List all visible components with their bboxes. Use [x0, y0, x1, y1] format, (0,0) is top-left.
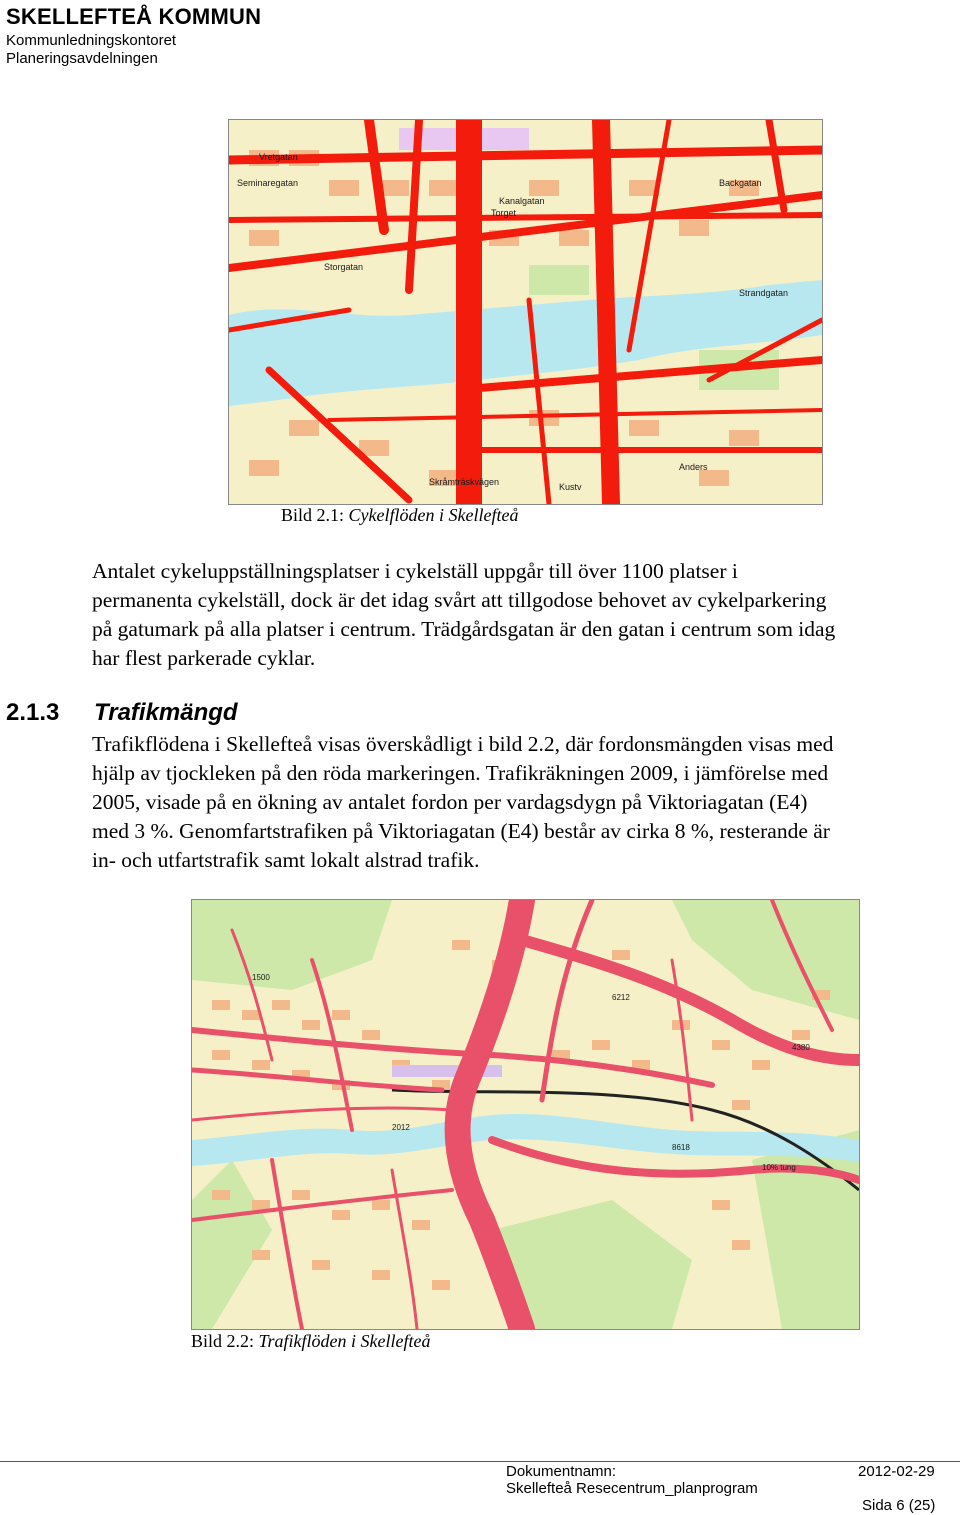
paragraph-bicycle-parking — [92, 557, 835, 673]
map2-label-count-d: 8618 — [672, 1143, 690, 1152]
traffic-flow-map-graphic — [192, 900, 859, 1329]
footer-doc-label: Dokumentnamn: — [506, 1463, 617, 1480]
paragraph-line: med 3 %. Genomfartstrafiken på Viktoriagatan (E4) består av cirka 8 %, resterande är — [92, 819, 830, 843]
map2-label-count-b: 6212 — [612, 993, 630, 1002]
traffic-flow-map — [191, 899, 860, 1330]
map1-label-kustvagen: Kustv — [559, 482, 582, 492]
map1-label-torget: Torget — [491, 208, 517, 218]
paragraph-line: in- och utfartstrafik samt lokalt alstrad trafik. — [92, 848, 480, 872]
map1-label-skramtraskvagen: Skråmträskvägen — [429, 477, 500, 487]
map1-label-seminaregatan: Seminaregatan — [237, 178, 299, 188]
section-heading — [6, 699, 238, 727]
paragraph-traffic-volume — [92, 730, 833, 875]
figure2-caption — [191, 1331, 430, 1352]
paragraph-line: har flest parkerade cyklar. — [92, 646, 316, 670]
footer-doc-name: Skellefteå Resecentrum_planprogram — [506, 1480, 758, 1497]
map1-label-vretgatan: Vretgatan — [259, 152, 298, 162]
footer-divider — [0, 1461, 960, 1462]
header-office: Kommunledningskontoret — [6, 32, 177, 49]
map2-label-count-f: 2012 — [392, 1123, 410, 1132]
footer-date: 2012-02-29 — [858, 1463, 935, 1480]
map1-label-storgatan: Storgatan — [324, 262, 364, 272]
paragraph-line: Trafikflödena i Skellefteå visas överskådligt i bild 2.2, där fordonsmängden visas med — [92, 732, 834, 756]
header-department: Planeringsavdelningen — [6, 50, 158, 67]
paragraph-line: permanenta cykelställ, dock är det idag svårt att tillgodose behovet av cykelparkering — [92, 588, 827, 612]
figure1-caption — [281, 505, 518, 526]
map1-label-kanalgatan: Kanalgatan — [499, 196, 545, 206]
figure2-caption-title: Trafikflöden i Skellefteå — [258, 1331, 431, 1351]
paragraph-line: på gatumark på alla platser i centrum. Trädgårdsgatan är den gatan i centrum som idag — [92, 617, 836, 641]
figure1-caption-title: Cykelflöden i Skellefteå — [348, 505, 519, 525]
paragraph-line: hjälp av tjockleken på den röda markeringen. Trafikräkningen 2009, i jämförelse med — [92, 761, 829, 785]
map2-label-count-c: 10% tung — [762, 1163, 796, 1172]
paragraph-line: Antalet cykeluppställningsplatser i cykelställ uppgår till över 1100 platser i — [92, 559, 738, 583]
figure1-caption-prefix: Bild 2.1: — [281, 505, 349, 525]
bicycle-flow-map — [228, 119, 823, 505]
bicycle-flow-map-graphic — [229, 120, 822, 504]
header-organization: SKELLEFTEÅ KOMMUN — [6, 4, 262, 29]
section-title: Trafikmängd — [94, 699, 238, 726]
map1-label-backgatan: Backgatan — [719, 178, 762, 188]
footer-page-number: Sida 6 (25) — [862, 1497, 936, 1514]
map1-label-strandgatan: Strandgatan — [739, 288, 789, 298]
map2-label-count-a: 1500 — [252, 973, 270, 982]
paragraph-line: 2005, visade på en ökning av antalet fordon per vardagsdygn på Viktoriagatan (E4) — [92, 790, 808, 814]
figure2-caption-prefix: Bild 2.2: — [191, 1331, 259, 1351]
map1-label-anders: Anders — [679, 462, 708, 472]
section-number: 2.1.3 — [6, 699, 60, 726]
map2-label-count-e: 4380 — [792, 1043, 810, 1052]
